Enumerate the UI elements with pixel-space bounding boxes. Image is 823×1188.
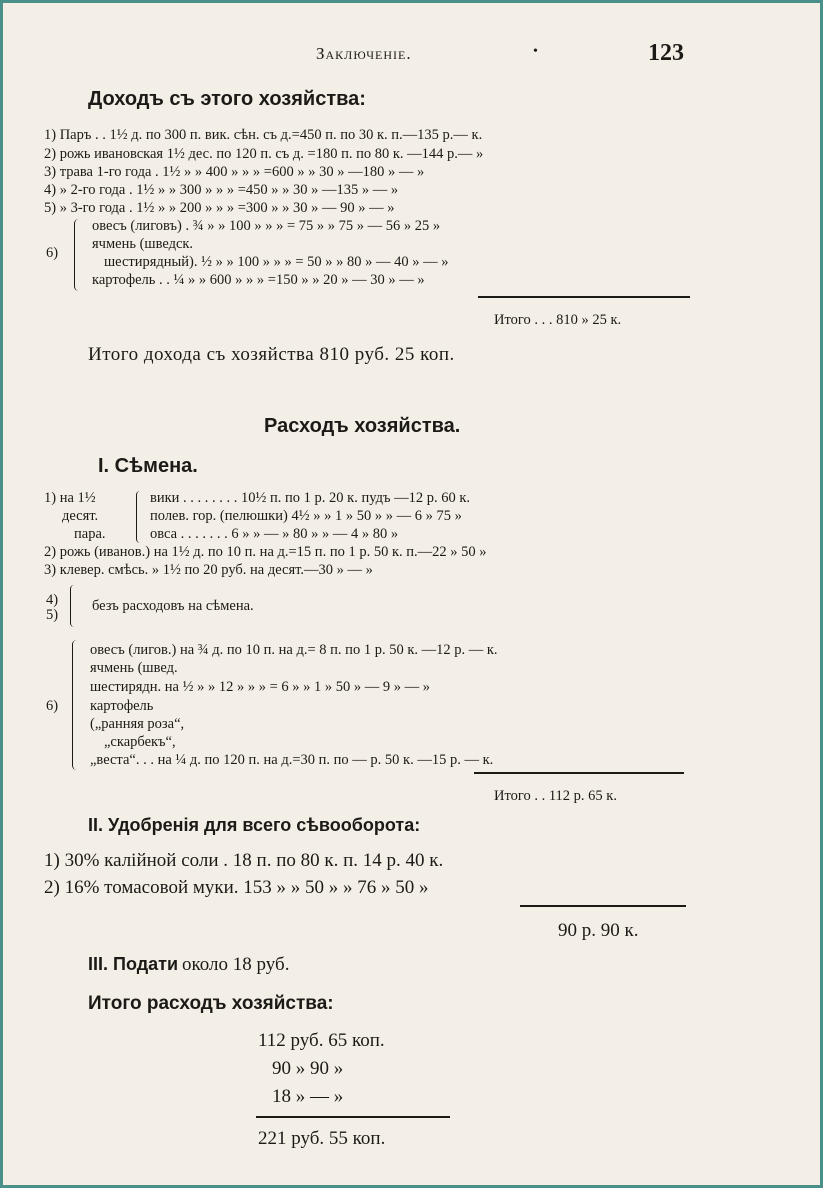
income-row: 1) Паръ . . 1½ д. по 300 п. вик. сѣн. съ д.=450 п. по 30 к. п.—135 р.— к. bbox=[44, 127, 483, 143]
header-dot: • bbox=[533, 44, 538, 59]
seeds-row: полев. гор. (пелюшки) 4½ » » 1 » 50 » » — 6 » 75 » bbox=[150, 508, 462, 524]
fertilizer-subtotal: 90 р. 90 к. bbox=[558, 920, 639, 941]
seeds-row: 3) клевер. смѣсь. » 1½ по 20 руб. на десят.—30 » — » bbox=[44, 562, 373, 578]
seeds-brace bbox=[136, 491, 144, 543]
income-row: овесъ (лиговъ) . ¾ » » 100 » » » = 75 » » 75 » — 56 » 25 » bbox=[92, 218, 441, 234]
income-subtotal: Итого . . . 810 » 25 к. bbox=[494, 312, 622, 328]
income-heading: Доходъ съ этого хозяйства: bbox=[88, 88, 366, 110]
seeds-row: вики . . . . . . . . 10½ п. по 1 р. 20 к. пудъ —12 р. 60 к. bbox=[150, 490, 470, 506]
income-row: ячмень (шведск. bbox=[92, 236, 194, 252]
no-expense-note: безъ расходовъ на сѣмена. bbox=[92, 598, 254, 614]
total-rule bbox=[256, 1116, 450, 1118]
seeds-left-label: пара. bbox=[74, 526, 106, 542]
taxes-label: III. Подати bbox=[88, 954, 179, 974]
seeds-left-label: десят. bbox=[62, 508, 99, 524]
income-row: 2) рожь ивановская 1½ дес. по 120 п. съ д. =180 п. по 80 к. —144 р.— » bbox=[44, 146, 484, 162]
seeds-left-label: 1) на 1½ bbox=[44, 490, 96, 506]
income-row: 4) » 2-го года . 1½ » » 300 » » » =450 » » 30 » —135 » — » bbox=[44, 182, 399, 198]
total-row: 18 » — » bbox=[272, 1086, 344, 1107]
seeds-row6: („ранняя роза“, bbox=[90, 716, 185, 732]
seeds-heading: I. Сѣмена. bbox=[98, 455, 198, 477]
seeds-45-brace bbox=[70, 585, 78, 627]
seeds-rule bbox=[474, 772, 684, 774]
income-brace bbox=[74, 219, 83, 291]
seeds-row6: ячмень (швед. bbox=[90, 660, 178, 676]
fertilizer-rule bbox=[520, 905, 686, 907]
income-group6-label: 6) bbox=[46, 245, 59, 261]
income-row: шестирядный). ½ » » 100 » » » = 50 » » 80 » — 40 » — » bbox=[104, 254, 449, 270]
income-row: 5) » 3-го года . 1½ » » 200 » » » =300 » » 30 » — 90 » — » bbox=[44, 200, 395, 216]
running-title: Заключеніе. bbox=[316, 44, 412, 63]
total-row: 112 руб. 65 коп. bbox=[258, 1030, 385, 1051]
taxes-text: около 18 руб. bbox=[182, 954, 290, 975]
income-row: 3) трава 1-го года . 1½ » » 400 » » » =600 » » 30 » —180 » — » bbox=[44, 164, 425, 180]
seeds-label-4: 4) bbox=[46, 592, 59, 608]
seeds-row6: овесъ (лигов.) на ¾ д. по 10 п. на д.= 8 п. по 1 р. 50 к. —12 р. — к. bbox=[90, 642, 498, 658]
seeds-group6-brace bbox=[72, 640, 81, 770]
income-total: Итого дохода съ хозяйства 810 руб. 25 коп. bbox=[88, 344, 455, 365]
total-heading: Итого расходъ хозяйства: bbox=[88, 993, 334, 1014]
taxes-line bbox=[88, 954, 289, 976]
total-row: 90 » 90 » bbox=[272, 1058, 344, 1079]
page-number: 123 bbox=[648, 40, 684, 66]
income-row: картофель . . ¼ » » 600 » » » =150 » » 20 » — 30 » — » bbox=[92, 272, 425, 288]
expense-heading: Расходъ хозяйства. bbox=[264, 415, 461, 437]
fertilizer-row: 2) 16% томасовой муки. 153 » » 50 » » 76 » 50 » bbox=[44, 877, 429, 898]
seeds-row: 2) рожь (иванов.) на 1½ д. по 10 п. на д.=15 п. по 1 р. 50 к. п.—22 » 50 » bbox=[44, 544, 487, 560]
seeds-subtotal: Итого . . 112 р. 65 к. bbox=[494, 788, 617, 804]
income-rule bbox=[478, 296, 690, 298]
fertilizer-heading: II. Удобренія для всего сѣвооборота: bbox=[88, 815, 421, 835]
seeds-row6: картофель bbox=[90, 698, 154, 714]
seeds-row6: „веста“. . . на ¼ д. по 120 п. на д.=30 п. по — р. 50 к. —15 р. — к. bbox=[90, 752, 494, 768]
seeds-group6-label: 6) bbox=[46, 698, 59, 714]
seeds-row: овса . . . . . . . 6 » » — » 80 » » — 4 » 80 » bbox=[150, 526, 399, 542]
seeds-row6: шестирядн. на ½ » » 12 » » » = 6 » » 1 » 50 » — 9 » — » bbox=[90, 679, 431, 695]
seeds-row6: „скарбекъ“, bbox=[104, 734, 176, 750]
total-sum: 221 руб. 55 коп. bbox=[258, 1128, 386, 1149]
fertilizer-row: 1) 30% калійной соли . 18 п. по 80 к. п. 14 р. 40 к. bbox=[44, 850, 444, 871]
seeds-label-5: 5) bbox=[46, 607, 59, 623]
